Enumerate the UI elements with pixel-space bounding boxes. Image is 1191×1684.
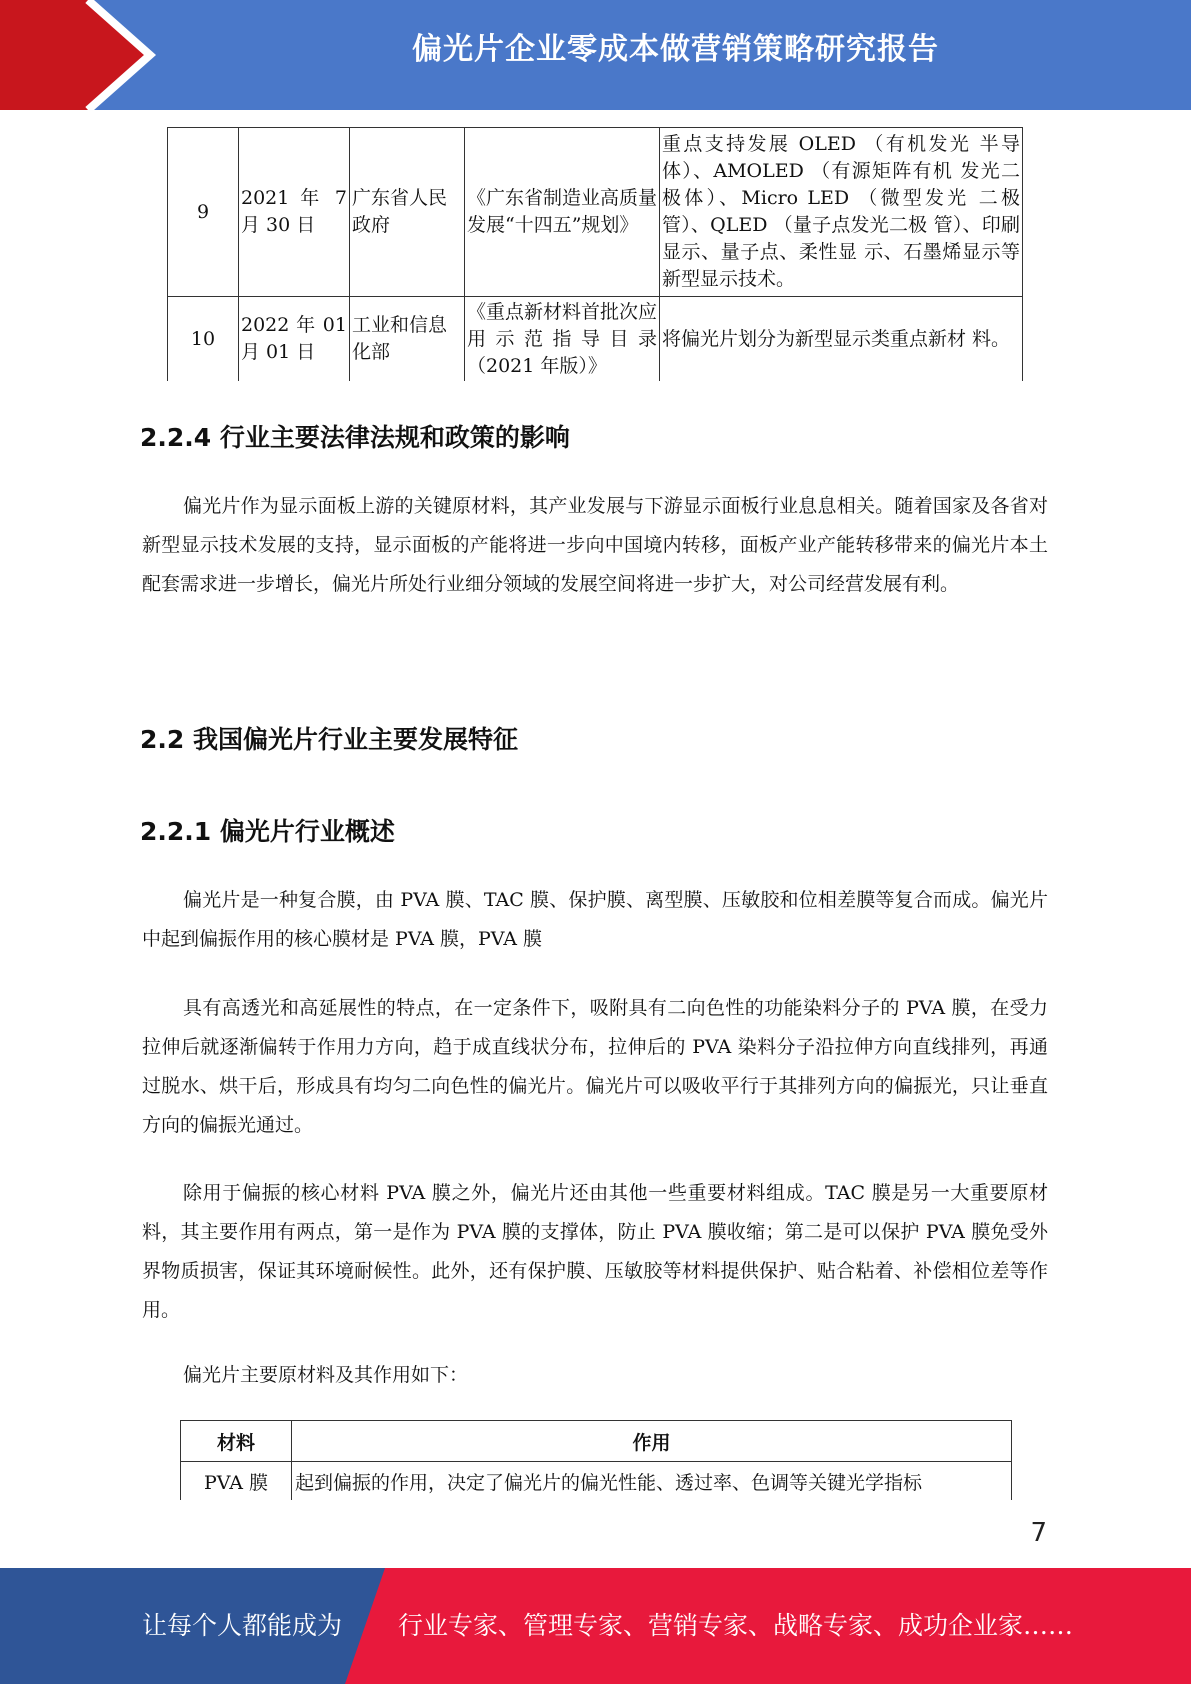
column-header-material: 材料	[181, 1421, 292, 1462]
table-row	[168, 128, 1023, 297]
header-arrow-decoration	[0, 0, 200, 110]
row-issuer: 工业和信息化部	[350, 297, 465, 382]
footer-slogan-right: 行业专家、管理专家、营销专家、战略专家、成功企业家……	[398, 1611, 1074, 1640]
table-row	[181, 1462, 1012, 1501]
material-cell: PVA 膜	[181, 1462, 292, 1501]
footer-slogan-left: 让每个人都能成为	[142, 1611, 343, 1640]
row-content: 将偏光片划分为新型显示类重点新材 料。	[660, 297, 1023, 382]
table-row	[168, 297, 1023, 382]
section-heading-2-2-4: 2.2.4 行业主要法律法规和政策的影响	[140, 423, 570, 452]
table-header-row	[181, 1421, 1012, 1462]
paragraph: 具有高透光和高延展性的特点，在一定条件下，吸附具有二向色性的功能染料分子的 PVA 膜，在受力拉伸后就逐渐偏转于作用力方向，趋于成直线状分布，拉伸后的 PVA 染料分子沿拉伸方向直线排列，再通过脱水、烘干后，形成具有均匀二向色性的偏光片。偏光片可以吸收平行于其排列方向的偏振光，只让垂直方向的偏振光通过。	[142, 997, 1048, 1136]
row-content: 重点支持发展 OLED （有机发光 半导体）、AMOLED （有源矩阵有机 发光二极体）、Micro LED （微型发光 二极管）、QLED （量子点发光二极 管）、印刷显示、量子点、柔性显 示、石墨烯显示等新型显示技术。	[660, 128, 1023, 297]
report-title: 偏光片企业零成本做营销策略研究报告	[412, 32, 939, 67]
column-header-function: 作用	[292, 1421, 1012, 1462]
paragraph: 偏光片是一种复合膜，由 PVA 膜、TAC 膜、保护膜、离型膜、压敏胶和位相差膜等复合而成。偏光片中起到偏振作用的核心膜材是 PVA 膜，PVA 膜	[142, 889, 1048, 950]
section-heading-2-2: 2.2 我国偏光片行业主要发展特征	[140, 725, 518, 754]
row-document: 《重点新材料首批次应用示范指导目录（2021 年版）》	[465, 297, 660, 382]
row-number: 9	[168, 128, 239, 297]
function-cell: 起到偏振的作用，决定了偏光片的偏光性能、透过率、色调等关键光学指标	[292, 1462, 1012, 1501]
paragraph: 偏光片作为显示面板上游的关键原材料，其产业发展与下游显示面板行业息息相关。随着国家及各省对新型显示技术发展的支持，显示面板的产能将进一步向中国境内转移，面板产业产能转移带来的偏光片本土配套需求进一步增长，偏光片所处行业细分领域的发展空间将进一步扩大，对公司经营发展有利。	[142, 495, 1048, 595]
row-date: 2022 年 01 月 01 日	[239, 297, 350, 382]
page-footer	[0, 1568, 1191, 1684]
row-issuer: 广东省人民政府	[350, 128, 465, 297]
paragraph: 除用于偏振的核心材料 PVA 膜之外，偏光片还由其他一些重要材料组成。TAC 膜是另一大重要原材料，其主要作用有两点，第一是作为 PVA 膜的支撑体，防止 PVA 膜收缩；第二是可以保护 PVA 膜免受外界物质损害，保证其环境耐候性。此外，还有保护膜、压敏胶等材料提供保护、贴合粘着、补偿相位差等作用。	[142, 1182, 1048, 1321]
row-number: 10	[168, 297, 239, 382]
section-heading-2-2-1: 2.2.1 偏光片行业概述	[140, 817, 395, 846]
page-header	[0, 0, 1191, 110]
materials-table	[180, 1420, 1012, 1500]
policy-table	[167, 127, 1023, 381]
paragraph: 偏光片主要原材料及其作用如下：	[183, 1364, 469, 1386]
page-number: 7	[1030, 1518, 1047, 1548]
row-date: 2021 年 7 月 30 日	[239, 128, 350, 297]
row-document: 《广东省制造业高质量发展“十四五”规划》	[465, 128, 660, 297]
